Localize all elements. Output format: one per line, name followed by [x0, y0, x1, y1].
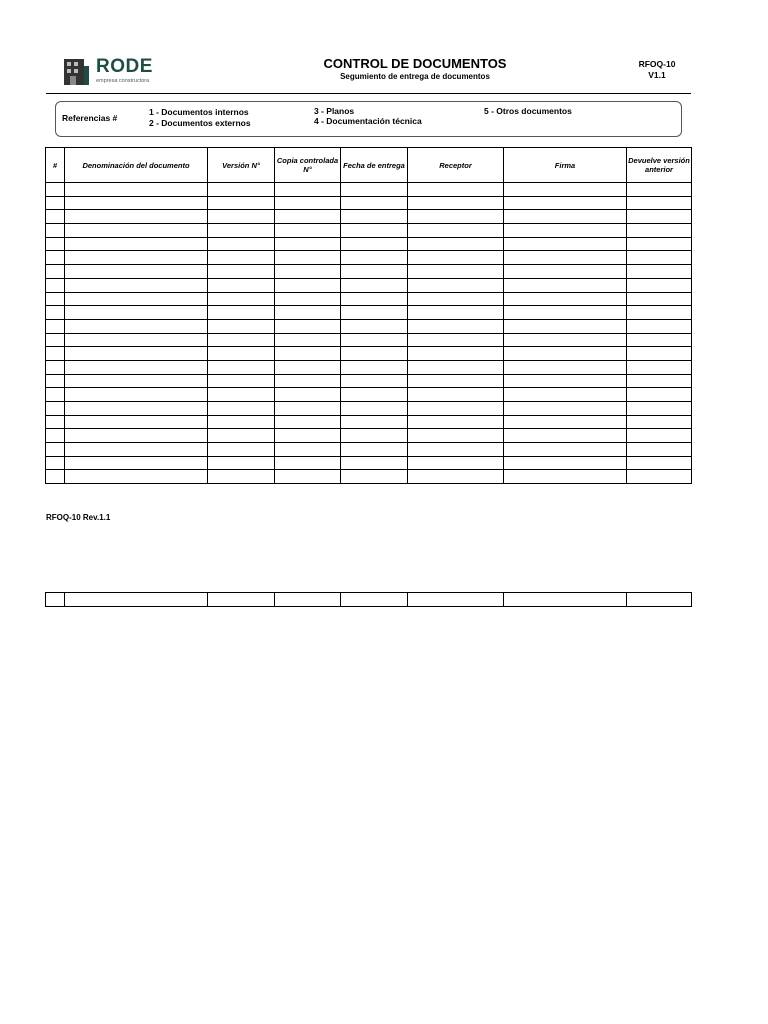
table-header-row [46, 148, 692, 183]
table-cell[interactable] [341, 347, 408, 361]
header-number: # [46, 148, 65, 183]
table-cell[interactable] [627, 456, 692, 470]
table-cell[interactable] [275, 347, 341, 361]
table-cell[interactable] [504, 470, 627, 484]
table-cell[interactable] [341, 374, 408, 388]
table-cell[interactable] [275, 183, 341, 197]
table-cell[interactable] [408, 210, 504, 224]
table-cell[interactable] [627, 251, 692, 265]
table-cell[interactable] [504, 347, 627, 361]
table-cell[interactable] [504, 402, 627, 416]
table-cell[interactable] [504, 183, 627, 197]
table-cell[interactable] [504, 429, 627, 443]
table-cell[interactable] [504, 415, 627, 429]
table-cell[interactable] [408, 278, 504, 292]
table-cell[interactable] [504, 237, 627, 251]
table-row [46, 388, 692, 402]
table-cell[interactable] [408, 470, 504, 484]
table-cell[interactable] [275, 374, 341, 388]
table-cell[interactable] [627, 237, 692, 251]
reference-item-4: 4 - Documentación técnica [314, 116, 422, 126]
table-cell[interactable] [408, 429, 504, 443]
table-cell[interactable] [46, 456, 65, 470]
table-cell[interactable] [65, 224, 208, 238]
table-cell[interactable] [65, 429, 208, 443]
table-row [46, 360, 692, 374]
table-cell[interactable] [627, 210, 692, 224]
documents-table [45, 147, 692, 484]
table-cell[interactable] [275, 224, 341, 238]
table-cell[interactable] [65, 415, 208, 429]
table-cell[interactable] [208, 374, 275, 388]
table-row [46, 333, 692, 347]
table-cell[interactable] [208, 360, 275, 374]
table-cell[interactable] [46, 333, 65, 347]
table-row [46, 470, 692, 484]
table-cell[interactable] [504, 196, 627, 210]
table-cell[interactable] [504, 388, 627, 402]
table-cell[interactable] [627, 402, 692, 416]
header-version: Versión N° [208, 148, 275, 183]
table-row [46, 292, 692, 306]
table-cell[interactable] [275, 470, 341, 484]
table-cell[interactable] [504, 224, 627, 238]
table-cell[interactable] [275, 278, 341, 292]
table-cell[interactable] [341, 319, 408, 333]
table-cell[interactable] [65, 374, 208, 388]
table-cell[interactable] [408, 347, 504, 361]
table-cell[interactable] [341, 402, 408, 416]
table-cell[interactable] [208, 237, 275, 251]
table-cell[interactable] [408, 224, 504, 238]
table-cell[interactable] [46, 251, 65, 265]
table-cell[interactable] [341, 292, 408, 306]
table-cell[interactable] [408, 415, 504, 429]
table-cell[interactable] [275, 237, 341, 251]
table-cell[interactable] [408, 374, 504, 388]
table-cell[interactable] [46, 429, 65, 443]
table-cell[interactable] [275, 306, 341, 320]
table-cell[interactable] [275, 456, 341, 470]
table-cell[interactable] [627, 347, 692, 361]
table-cell[interactable] [341, 196, 408, 210]
table-cell[interactable] [408, 388, 504, 402]
table-cell[interactable] [341, 237, 408, 251]
table-cell[interactable] [504, 319, 627, 333]
document-title: CONTROL DE DOCUMENTOS [323, 56, 507, 71]
table-cell[interactable] [208, 402, 275, 416]
table-cell[interactable] [341, 224, 408, 238]
table-cell[interactable] [208, 470, 275, 484]
table-cell[interactable] [208, 347, 275, 361]
table-cell[interactable] [341, 470, 408, 484]
table-cell[interactable] [65, 443, 208, 457]
table-cell[interactable] [408, 402, 504, 416]
table-cell[interactable] [275, 360, 341, 374]
table-row [46, 237, 692, 251]
table-cell[interactable] [46, 292, 65, 306]
table-cell[interactable] [408, 456, 504, 470]
table-cell[interactable] [408, 183, 504, 197]
table-cell[interactable] [504, 278, 627, 292]
table-cell[interactable] [208, 456, 275, 470]
table-cell[interactable] [341, 415, 408, 429]
table-body [46, 183, 692, 484]
table-row [46, 456, 692, 470]
table-cell[interactable] [408, 319, 504, 333]
table-cell[interactable] [275, 265, 341, 279]
table-cell[interactable] [627, 196, 692, 210]
table-cell[interactable] [408, 306, 504, 320]
table-cell[interactable] [65, 347, 208, 361]
table-cell[interactable] [46, 360, 65, 374]
table-row [46, 210, 692, 224]
extra-table-row [45, 592, 692, 607]
table-cell[interactable] [65, 360, 208, 374]
table-cell[interactable] [408, 360, 504, 374]
table-cell[interactable] [627, 224, 692, 238]
table-cell[interactable] [627, 374, 692, 388]
table-cell[interactable] [65, 593, 208, 607]
table-cell[interactable] [65, 402, 208, 416]
table-cell[interactable] [341, 443, 408, 457]
reference-item-2: 2 - Documentos externos [149, 118, 251, 128]
table-cell[interactable] [275, 210, 341, 224]
table-cell[interactable] [65, 265, 208, 279]
table-cell[interactable] [46, 374, 65, 388]
table-cell[interactable] [341, 388, 408, 402]
table-cell[interactable] [208, 333, 275, 347]
table-cell[interactable] [627, 292, 692, 306]
table-cell[interactable] [627, 278, 692, 292]
table-cell[interactable] [627, 415, 692, 429]
table-cell[interactable] [275, 333, 341, 347]
table-cell[interactable] [208, 388, 275, 402]
table-cell[interactable] [504, 593, 627, 607]
table-cell[interactable] [275, 196, 341, 210]
document-subtitle: Segumiento de entrega de documentos [340, 72, 490, 81]
table-cell[interactable] [208, 265, 275, 279]
table-cell[interactable] [46, 470, 65, 484]
table-row [46, 306, 692, 320]
table-cell[interactable] [341, 360, 408, 374]
table-cell[interactable] [408, 593, 504, 607]
table-row [46, 429, 692, 443]
table-cell[interactable] [504, 306, 627, 320]
table-row [46, 265, 692, 279]
table-row [46, 251, 692, 265]
table-row [46, 415, 692, 429]
document-code-block [620, 59, 694, 81]
reference-item-3: 3 - Planos [314, 106, 355, 116]
table-cell[interactable] [341, 210, 408, 224]
table-cell[interactable] [208, 306, 275, 320]
table-cell[interactable] [627, 183, 692, 197]
table-cell[interactable] [341, 593, 408, 607]
company-tagline: empresa constructora [96, 78, 150, 84]
table-cell[interactable] [408, 237, 504, 251]
table-row [46, 443, 692, 457]
company-name: RODE [96, 56, 153, 77]
table-cell[interactable] [65, 183, 208, 197]
building-icon [62, 56, 90, 86]
table-cell[interactable] [275, 429, 341, 443]
table-cell[interactable] [65, 237, 208, 251]
table-cell[interactable] [408, 196, 504, 210]
table-cell[interactable] [65, 306, 208, 320]
references-label: Referencias # [62, 113, 118, 123]
table-cell[interactable] [46, 196, 65, 210]
table-cell[interactable] [208, 415, 275, 429]
table-cell[interactable] [208, 196, 275, 210]
table-cell[interactable] [627, 388, 692, 402]
table-cell[interactable] [504, 360, 627, 374]
table-cell[interactable] [504, 333, 627, 347]
table-row [46, 402, 692, 416]
table-cell[interactable] [275, 443, 341, 457]
table-cell[interactable] [275, 319, 341, 333]
table-cell[interactable] [275, 292, 341, 306]
table-cell[interactable] [341, 251, 408, 265]
table-row [46, 278, 692, 292]
table-cell[interactable] [65, 388, 208, 402]
table-cell[interactable] [208, 429, 275, 443]
table-cell[interactable] [65, 196, 208, 210]
table-cell[interactable] [408, 265, 504, 279]
table-cell[interactable] [275, 402, 341, 416]
table-cell[interactable] [46, 237, 65, 251]
table-cell[interactable] [65, 210, 208, 224]
table-cell[interactable] [627, 319, 692, 333]
table-row [46, 374, 692, 388]
footer-code: RFOQ-10 Rev.1.1 [46, 513, 111, 522]
table-cell[interactable] [46, 265, 65, 279]
table-cell[interactable] [627, 470, 692, 484]
table-cell[interactable] [46, 210, 65, 224]
document-code: RFOQ-10 [638, 59, 676, 69]
table-cell[interactable] [65, 333, 208, 347]
table-cell[interactable] [65, 251, 208, 265]
table-cell[interactable] [46, 402, 65, 416]
table-cell[interactable] [65, 470, 208, 484]
table-cell[interactable] [341, 429, 408, 443]
reference-item-5: 5 - Otros documentos [484, 106, 572, 116]
table-cell[interactable] [208, 251, 275, 265]
table-cell[interactable] [275, 388, 341, 402]
table-cell[interactable] [627, 265, 692, 279]
table-cell[interactable] [208, 443, 275, 457]
table-cell[interactable] [208, 593, 275, 607]
reference-item-1: 1 - Documentos internos [149, 107, 249, 117]
table-row [46, 183, 692, 197]
table-cell[interactable] [208, 224, 275, 238]
table-cell[interactable] [627, 593, 692, 607]
document-version: V1.1 [648, 70, 666, 80]
table-cell[interactable] [504, 443, 627, 457]
table-cell[interactable] [208, 319, 275, 333]
table-cell[interactable] [46, 183, 65, 197]
header-returns-previous: Devuelve versión anterior [627, 148, 692, 183]
table-cell[interactable] [408, 443, 504, 457]
table-cell[interactable] [341, 306, 408, 320]
table-cell[interactable] [341, 278, 408, 292]
table-cell[interactable] [46, 306, 65, 320]
table-cell[interactable] [627, 429, 692, 443]
header-divider [46, 93, 691, 94]
table-cell[interactable] [341, 333, 408, 347]
table-cell[interactable] [275, 415, 341, 429]
table-cell[interactable] [46, 415, 65, 429]
table-row [46, 196, 692, 210]
table-cell[interactable] [341, 265, 408, 279]
table-row [46, 593, 692, 607]
header-controlled-copy: Copia controlada N° [275, 148, 341, 183]
table-cell[interactable] [208, 183, 275, 197]
table-cell[interactable] [46, 319, 65, 333]
table-cell[interactable] [504, 265, 627, 279]
table-row [46, 319, 692, 333]
table-cell[interactable] [46, 388, 65, 402]
header-delivery-date: Fecha de entrega [341, 148, 408, 183]
table-cell[interactable] [275, 251, 341, 265]
table-cell[interactable] [627, 443, 692, 457]
table-cell[interactable] [46, 347, 65, 361]
table-cell[interactable] [504, 456, 627, 470]
table-cell[interactable] [504, 251, 627, 265]
table-cell[interactable] [46, 224, 65, 238]
table-cell[interactable] [408, 251, 504, 265]
table-cell[interactable] [208, 210, 275, 224]
table-cell[interactable] [65, 292, 208, 306]
table-cell[interactable] [46, 593, 65, 607]
table-row [46, 347, 692, 361]
table-cell[interactable] [408, 292, 504, 306]
table-cell[interactable] [341, 183, 408, 197]
table-cell[interactable] [208, 292, 275, 306]
table-cell[interactable] [504, 292, 627, 306]
table-cell[interactable] [627, 360, 692, 374]
table-cell[interactable] [627, 333, 692, 347]
table-cell[interactable] [341, 456, 408, 470]
table-cell[interactable] [504, 374, 627, 388]
table-cell[interactable] [65, 456, 208, 470]
table-cell[interactable] [504, 210, 627, 224]
header-document-name: Denominación del documento [65, 148, 208, 183]
table-cell[interactable] [208, 278, 275, 292]
table-cell[interactable] [46, 443, 65, 457]
header-receiver: Receptor [408, 148, 504, 183]
table-cell[interactable] [627, 306, 692, 320]
table-cell[interactable] [408, 333, 504, 347]
table-cell[interactable] [46, 278, 65, 292]
table-cell[interactable] [65, 278, 208, 292]
company-logo [62, 56, 162, 88]
table-cell[interactable] [275, 593, 341, 607]
header-signature: Firma [504, 148, 627, 183]
table-row [46, 224, 692, 238]
table-cell[interactable] [65, 319, 208, 333]
